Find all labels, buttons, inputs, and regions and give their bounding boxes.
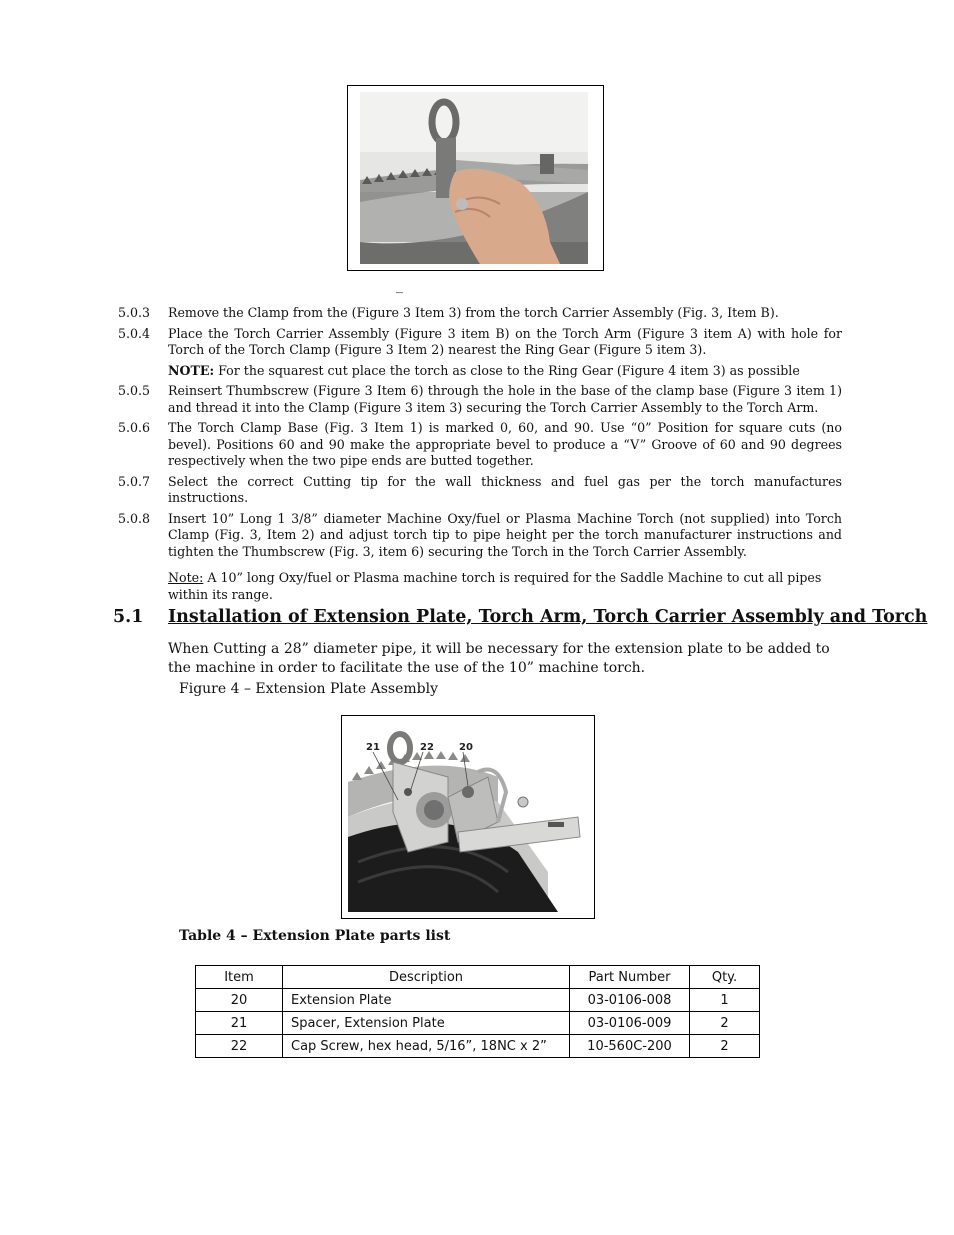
step-text: Insert 10” Long 1 3/8” diameter Machine Oxy/fuel or Plasma Machine Torch (not supplied) into Torch Clamp (Fig. 3, Item 2) and adjust torch tip to pipe height per the torch manufacturer instructions and tighten the Thumbscrew (Fig. 3, item 6) securing the Torch in the Torch Carrier Assembly. — [168, 510, 842, 559]
note-text: For the squarest cut place the torch as close to the Ring Gear (Figure 4 item 3) as possible — [214, 362, 800, 378]
step-5-0-7 — [118, 474, 842, 507]
step-5-0-3 — [118, 305, 842, 322]
col-header-qty: Qty. — [690, 966, 760, 989]
step-number: 5.0.7 — [118, 473, 151, 489]
step-number: 5.0.4 — [118, 325, 151, 341]
cell-description: Spacer, Extension Plate — [283, 1012, 570, 1035]
cell-item: 20 — [196, 989, 283, 1012]
parts-table — [195, 965, 760, 1058]
col-header-description: Description — [283, 966, 570, 989]
note-squarest-cut — [168, 363, 842, 380]
section-paragraph: When Cutting a 28” diameter pipe, it will be necessary for the extension plate to be added to the machine in order to facilitate the use of the 10” machine torch. — [168, 641, 830, 676]
step-5-0-4 — [118, 326, 842, 359]
step-text: Remove the Clamp from the (Figure 3 Item 3) from the torch Carrier Assembly (Fig. 3, Item B). — [168, 305, 779, 320]
col-header-item: Item — [196, 966, 283, 989]
col-header-part-number: Part Number — [570, 966, 690, 989]
callout-21: 21 — [366, 742, 380, 753]
table-4-caption: Table 4 – Extension Plate parts list — [179, 928, 451, 944]
callout-22: 22 — [420, 742, 434, 753]
section-number: 5.1 — [113, 607, 144, 627]
table-row — [196, 989, 760, 1012]
table-header-row — [196, 966, 760, 989]
cell-item: 21 — [196, 1012, 283, 1035]
table-row — [196, 1012, 760, 1035]
cell-qty: 2 — [690, 1012, 760, 1035]
cell-qty: 1 — [690, 989, 760, 1012]
cell-item: 22 — [196, 1035, 283, 1058]
step-5-0-6 — [118, 420, 842, 470]
cell-part-number: 10-560C-200 — [570, 1035, 690, 1058]
cell-description: Cap Screw, hex head, 5/16”, 18NC x 2” — [283, 1035, 570, 1058]
cell-qty: 2 — [690, 1035, 760, 1058]
cell-part-number: 03-0106-009 — [570, 1012, 690, 1035]
step-number: 5.0.3 — [118, 305, 151, 320]
section-heading — [113, 607, 927, 627]
table-row — [196, 1035, 760, 1058]
figure-4-caption: Figure 4 – Extension Plate Assembly — [179, 681, 438, 697]
callout-20: 20 — [459, 742, 473, 753]
figure-3-photo — [360, 92, 588, 264]
cell-part-number: 03-0106-008 — [570, 989, 690, 1012]
step-5-0-5 — [118, 383, 842, 416]
figure-3-caption-dash: _ — [396, 278, 403, 294]
step-text: Select the correct Cutting tip for the wall thickness and fuel gas per the torch manufactures instructions. — [168, 473, 842, 505]
step-text: Place the Torch Carrier Assembly (Figure 3 item B) on the Torch Arm (Figure 3 item A) with hole for Torch of the Torch Clamp (Figure 3 Item 2) nearest the Ring Gear (Figure 5 item 3). — [168, 325, 842, 357]
cell-description: Extension Plate — [283, 989, 570, 1012]
step-text: Reinsert Thumbscrew (Figure 3 Item 6) through the hole in the base of the clamp base (Figure 3 item 1) and thread it into the Clamp (Figure 3 item 3) securing the Torch Carrier Assembly to the Torch Arm. — [168, 383, 842, 415]
note-label: Note: — [168, 570, 204, 585]
step-number: 5.0.6 — [118, 420, 151, 435]
figure-4-photo — [348, 722, 588, 912]
figure-4-frame — [341, 715, 595, 919]
step-5-0-8 — [118, 511, 842, 561]
step-number: 5.0.5 — [118, 383, 151, 398]
note-label: NOTE: — [168, 362, 215, 378]
step-number: 5.0.8 — [118, 510, 151, 526]
procedure-steps — [118, 305, 842, 603]
note-torch-length — [168, 570, 842, 603]
section-title: Installation of Extension Plate, Torch Arm, Torch Carrier Assembly and Torch — [168, 607, 928, 627]
note-text: A 10” long Oxy/fuel or Plasma machine torch is required for the Saddle Machine to cut all pipes within its range. — [168, 570, 822, 602]
step-text: The Torch Clamp Base (Fig. 3 Item 1) is marked 0, 60, and 90. Use “0” Position for square cuts (no bevel). Positions 60 and 90 make the appropriate bevel to produce a “V” Groove of 60 and 90 degrees respectively when the two pipe ends are butted together. — [168, 420, 842, 468]
figure-3-frame — [347, 85, 604, 271]
